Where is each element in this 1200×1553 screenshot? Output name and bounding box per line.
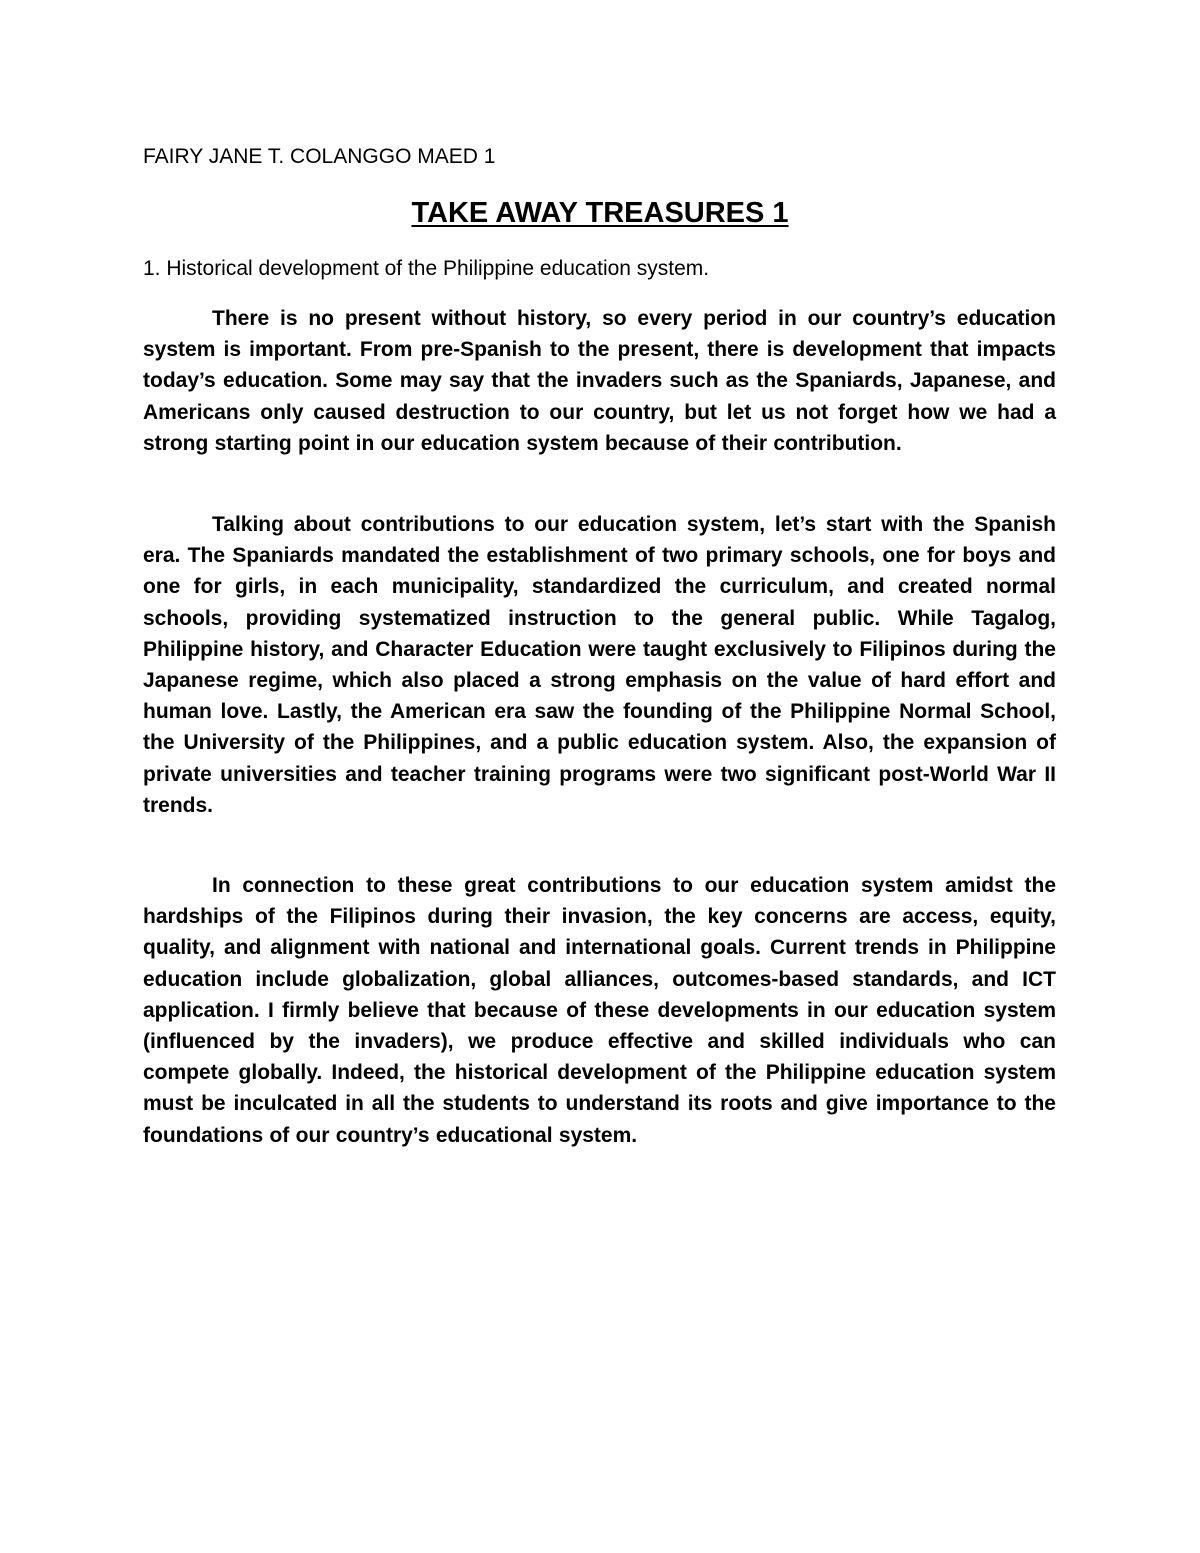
paragraph-3: In connection to these great contributions to our education system amidst the hardships of the Filipinos during their invasion, the key concerns are access, equity, quality, and alignment with national and international goals. Current trends in Philippine education include globalization, global alliances, outcomes-based standards, and ICT application. I firmly believe that because of these developments in our education system (influenced by the invaders), we produce effective and skilled individuals who can compete globally. Indeed, the historical development of the Philippine education system must be inculcated in all the students to understand its roots and give importance to the foundations of our country’s educational system.	[143, 874, 1056, 1147]
author-line: FAIRY JANE T. COLANGGO MAED 1	[143, 145, 496, 168]
document-title: TAKE AWAY TREASURES 1	[411, 197, 789, 229]
paragraph-2: Talking about contributions to our education system, let’s start with the Spanish era. The Spaniards mandated the establishment of two primary schools, one for boys and one for girls, in each municipality, standardized the curriculum, and created normal schools, providing systematized instruction to the general public. While Tagalog, Philippine history, and Character Education were taught exclusively to Filipinos during the Japanese regime, which also placed a strong emphasis on the value of hard effort and human love. Lastly, the American era saw the founding of the Philippine Normal School, the University of the Philippines, and a public education system. Also, the expansion of private universities and teacher training programs were two significant post-World War II trends.	[143, 513, 1056, 817]
question-heading: 1. Historical development of the Philippine education system.	[143, 257, 710, 280]
paragraph-1: There is no present without history, so every period in our country’s education system is important. From pre-Spanish to the present, there is development that impacts today’s education. Some may say that the invaders such as the Spaniards, Japanese, and Americans only caused destruction to our country, but let us not forget how we had a strong starting point in our education system because of their contribution.	[143, 307, 1056, 455]
